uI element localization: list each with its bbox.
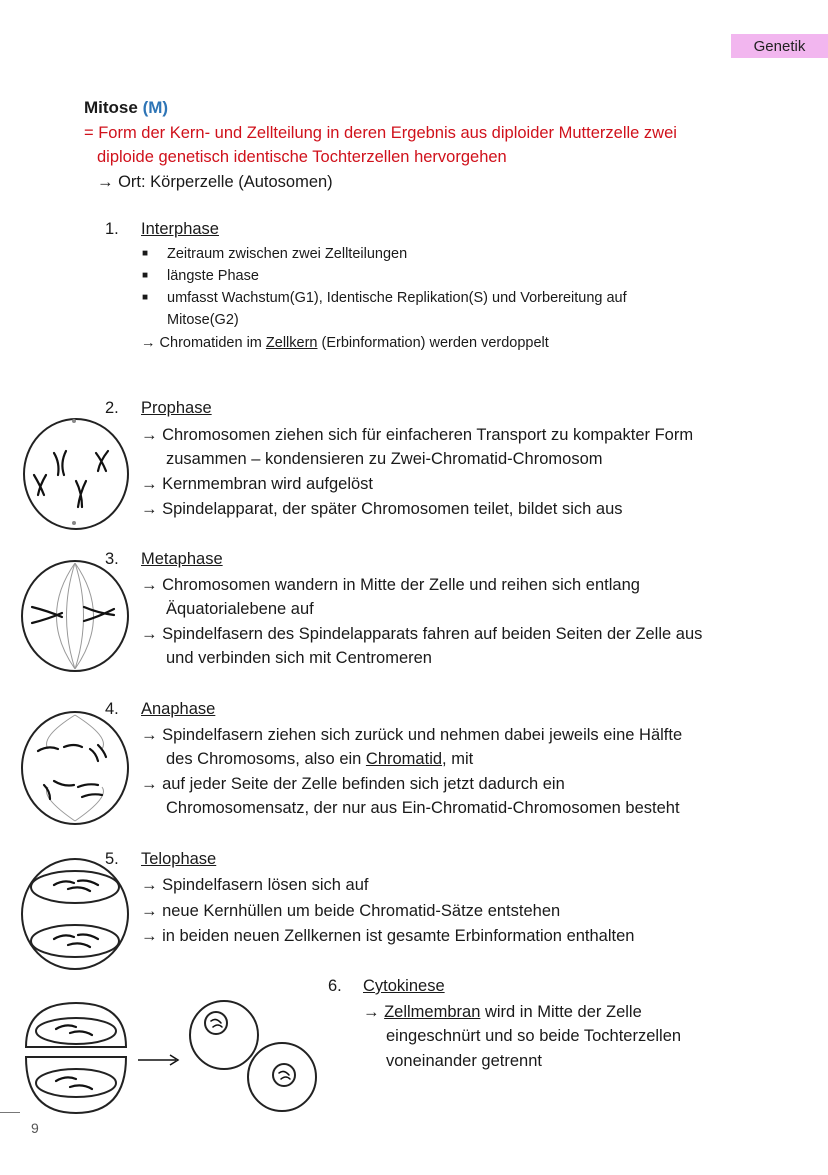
chromatid-icon (38, 745, 106, 761)
cytokinese-diagram (18, 995, 318, 1125)
anaphase-line-4: Chromosomensatz, der nur aus Ein-Chromatid-Chromosomen besteht (166, 799, 680, 817)
telophase-line-1: → Spindelfasern lösen sich auf (141, 876, 369, 894)
anaphase-cell-diagram (18, 707, 132, 829)
definition-line-1: = Form der Kern- und Zellteilung in deren Ergebnis aus diploider Mutterzelle zwei (84, 124, 677, 142)
chromatid-icon (54, 881, 98, 892)
chromatid-icon (56, 1025, 92, 1035)
title-main: Mitose (84, 98, 138, 117)
anaphase-line-3: → auf jeder Seite der Zelle befinden sich jetzt dadurch ein (141, 775, 565, 793)
zellkern-term: Zellkern (265, 335, 318, 351)
anaphase-line-2-post: , mit (442, 750, 474, 768)
metaphase-number: 3. (105, 550, 119, 568)
chromosome-icon (54, 451, 66, 475)
interphase-bullet-3-cont: Mitose(G2) (167, 312, 239, 328)
cytokinese-line-3: voneinander getrennt (386, 1052, 542, 1070)
definition-location: → Ort: Körperzelle (Autosomen) (97, 173, 333, 191)
interphase-result-pre: → Chromatiden im (141, 335, 266, 351)
zellmembran-term: Zellmembran (384, 1003, 481, 1021)
definition-line-2: diploide genetisch identische Tochterzellen hervorgehen (97, 148, 507, 166)
chromosome-icon (76, 481, 86, 507)
metaphase-line-4: und verbinden sich mit Centromeren (166, 649, 432, 667)
prophase-heading: Prophase (141, 399, 212, 417)
bullet-icon: ■ (142, 292, 149, 303)
interphase-bullet-1: Zeitraum zwischen zwei Zellteilungen (167, 246, 408, 262)
interphase-number: 1. (105, 220, 119, 238)
telophase-line-2: → neue Kernhüllen um beide Chromatid-Sätze entstehen (141, 902, 561, 920)
prophase-cell-diagram (20, 413, 132, 535)
new-cell-2 (248, 1043, 316, 1111)
prophase-number: 2. (105, 399, 119, 417)
cytokinese-arrow: → (363, 1003, 385, 1021)
anaphase-line-2-pre: des Chromosoms, also ein (166, 750, 366, 768)
metaphase-line-3: → Spindelfasern des Spindelapparats fahren auf beiden Seiten der Zelle aus (141, 625, 703, 643)
title-abbr: (M) (142, 98, 169, 117)
cytokinese-heading: Cytokinese (363, 977, 445, 995)
centrosome-dot (72, 521, 76, 525)
chromosome-icon (96, 451, 108, 471)
interphase-result-post: (Erbinformation) werden verdoppelt (317, 335, 549, 351)
chromatid-icon (56, 1077, 92, 1089)
anaphase-line-1: → Spindelfasern ziehen sich zurück und nehmen dabei jeweils eine Hälfte (141, 726, 683, 744)
chromatid-icon (54, 935, 98, 948)
prophase-line-2: zusammen – kondensieren zu Zwei-Chromatid-Chromosom (166, 450, 603, 468)
metaphase-heading: Metaphase (141, 550, 223, 568)
cytokinese-line-1-post: wird in Mitte der Zelle (480, 1003, 642, 1021)
chromosome-icon (34, 475, 46, 495)
interphase-result (141, 332, 549, 354)
prophase-line-4: → Spindelapparat, der später Chromosomen teilet, bildet sich aus (141, 500, 623, 518)
subject-tag: Genetik (731, 34, 828, 58)
cytokinese-line-2: eingeschnürt und so beide Tochterzellen (386, 1027, 682, 1045)
nucleus-bottom (31, 925, 119, 957)
anaphase-number: 4. (105, 700, 119, 718)
new-cell-1 (190, 1001, 258, 1069)
footer-rule (0, 1112, 20, 1113)
anaphase-heading: Anaphase (141, 700, 216, 718)
bullet-icon: ■ (142, 270, 149, 281)
telophase-number: 5. (105, 850, 119, 868)
prophase-line-3: → Kernmembran wird aufgelöst (141, 475, 374, 493)
chromosome-icon (84, 607, 114, 621)
interphase-heading: Interphase (141, 220, 219, 238)
metaphase-cell-diagram (18, 557, 132, 675)
anaphase-line-2 (166, 747, 473, 771)
metaphase-line-1: → Chromosomen wandern in Mitte der Zelle und reihen sich entlang (141, 576, 640, 594)
page-title (84, 98, 168, 118)
telophase-heading: Telophase (141, 850, 217, 868)
interphase-bullet-3: umfasst Wachstum(G1), Identische Replikation(S) und Vorbereitung auf (167, 290, 627, 306)
interphase-bullet-2: längste Phase (167, 268, 259, 284)
telophase-line-3: → in beiden neuen Zellkernen ist gesamte Erbinformation enthalten (141, 927, 635, 945)
chromosome-icon (32, 607, 62, 623)
cytokinese-line-1 (363, 1000, 642, 1024)
centrosome-dot (72, 419, 76, 423)
chromatid-term: Chromatid (365, 750, 443, 768)
metaphase-line-2: Äquatorialebene auf (166, 600, 314, 618)
telophase-cell-diagram (18, 855, 132, 973)
bullet-icon: ■ (142, 248, 149, 259)
chromatid-icon (44, 781, 102, 799)
cytokinese-number: 6. (328, 977, 342, 995)
prophase-line-1: → Chromosomen ziehen sich für einfacheren Transport zu kompakter Form (141, 426, 694, 444)
page-number: 9 (31, 1120, 39, 1136)
